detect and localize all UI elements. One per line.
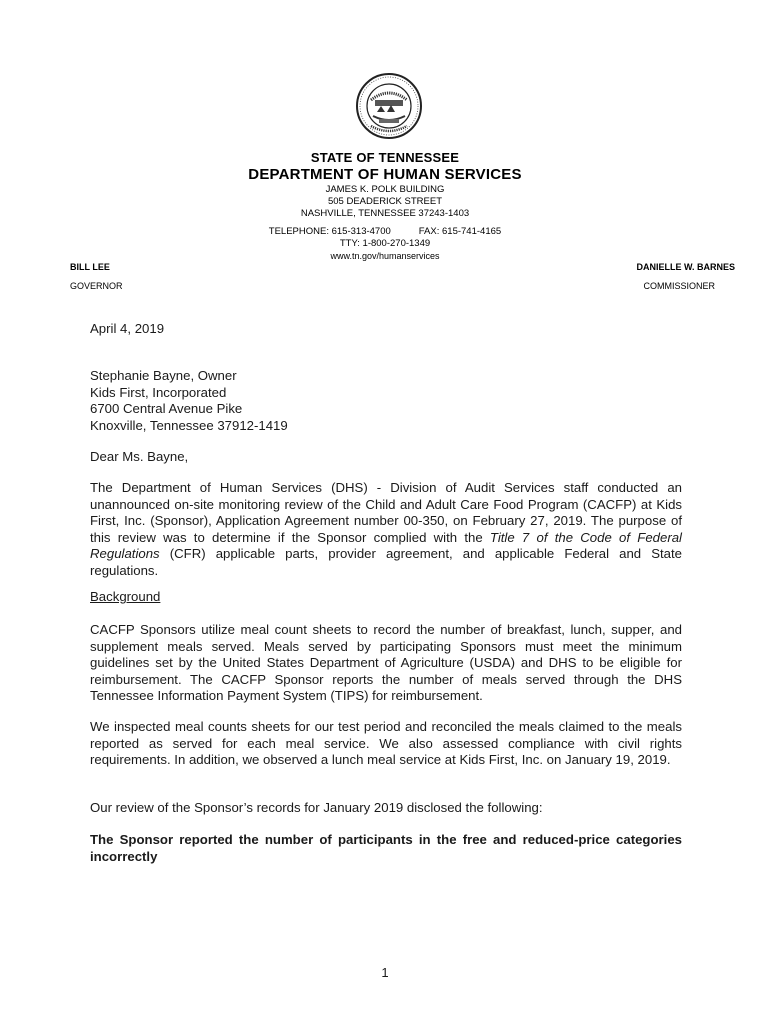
commissioner-name: DANIELLE W. BARNES <box>636 262 735 272</box>
street-address: 505 DEADERICK STREET <box>327 196 443 207</box>
contact-numbers <box>0 226 770 238</box>
background-paragraph: CACFP Sponsors utilize meal count sheets to record the number of breakfast, lunch, supper, and supplement meals served. Meals served by participating Sponsors must meet the minimum guidelines set by the United States Department of Agriculture (USDA) and DHS to be eligible for reimbursement. The CACFP Sponsor reports the number of meals served through the DHS Tennessee Information Payment System (TIPS) for reimbursement. <box>90 622 682 704</box>
intro-paragraph: The Department of Human Services (DHS) - Division of Audit Services staff conducted an unannounced on-site monitoring review of the Child and Adult Care Food Program (CACFP) at Kids First, Inc. (Sponsor), Application Agreement number 00-350, on February 27, 2019. The purpose of this review was to determine if the Sponsor complied with the Title 7 of the Code of Federal Regulations (CFR) applicable parts, provider agreement, and applicable Federal and State regulations. <box>90 480 682 578</box>
finding-heading: The Sponsor reported the number of participants in the free and reduced-price categories incorrectly <box>90 832 682 864</box>
state-name: STATE OF TENNESSEE <box>310 150 460 165</box>
tennessee-state-seal-icon <box>355 72 423 140</box>
fax: FAX: 615-741-4165 <box>418 226 502 237</box>
cfr-title: Title 7 of the Code of Federal Regulations <box>90 529 682 562</box>
background-heading: Background <box>90 589 161 604</box>
telephone: TELEPHONE: 615-313-4700 <box>268 226 391 237</box>
recipient-address <box>90 368 682 434</box>
governor-name: BILL LEE <box>70 262 110 272</box>
department-name: DEPARTMENT OF HUMAN SERVICES <box>248 166 522 183</box>
recipient-line: Kids First, Incorporated <box>90 384 227 400</box>
recipient-line: Stephanie Bayne, Owner <box>90 368 237 383</box>
governor-title: GOVERNOR <box>70 281 123 291</box>
city-address: NASHVILLE, TENNESSEE 37243-1403 <box>300 208 470 219</box>
commissioner-title: COMMISSIONER <box>643 281 715 291</box>
letter-date: April 4, 2019 <box>90 321 165 336</box>
page-number: 1 <box>381 965 389 980</box>
inspection-paragraph: We inspected meal counts sheets for our test period and reconciled the meals claimed to the meals reported as served for each meal service. We also assessed compliance with civil rights requirements. In addition, we observed a lunch meal service at Kids First, Inc. on January 19, 2019. <box>90 719 682 768</box>
building-name: JAMES K. POLK BUILDING <box>325 184 445 195</box>
recipient-line: 6700 Central Avenue Pike <box>90 401 243 417</box>
review-paragraph: Our review of the Sponsor’s records for January 2019 disclosed the following: <box>90 800 543 815</box>
tty-number: TTY: 1-800-270-1349 <box>339 238 431 249</box>
website: www.tn.gov/humanservices <box>330 251 440 261</box>
salutation: Dear Ms. Bayne, <box>90 449 189 464</box>
recipient-line: Knoxville, Tennessee 37912-1419 <box>90 417 288 433</box>
